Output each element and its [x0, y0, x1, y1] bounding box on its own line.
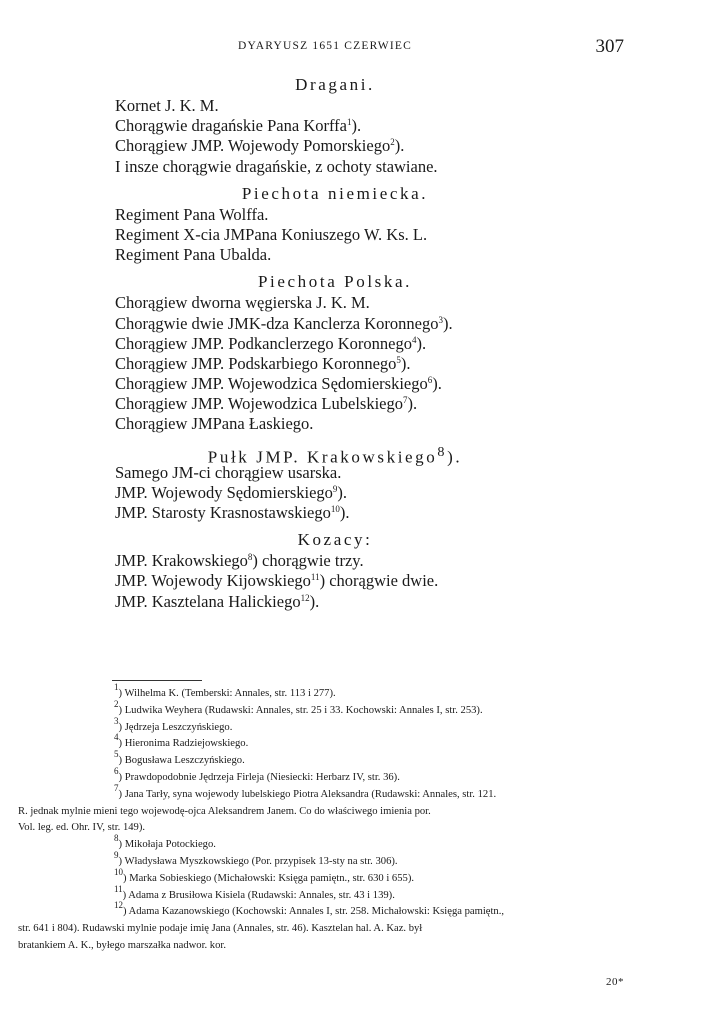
text-line-after: ).: [432, 374, 442, 394]
footnote: [18, 749, 630, 770]
footnote: [18, 849, 630, 871]
text-line-after: ).: [407, 394, 418, 414]
footnote-mark: 7: [114, 782, 119, 793]
section-heading: [115, 441, 555, 467]
footnote-continuation: bratankiem A. K., byłego marszałka nadwor. kor.: [18, 939, 226, 951]
footnote-text: Mikołaja Potockiego.: [124, 839, 216, 851]
footnote: [18, 782, 630, 804]
footnote-paren: ): [118, 771, 125, 783]
footnote: [18, 698, 630, 720]
footnote-mark: 8: [114, 833, 119, 844]
text-line-after: ).: [309, 591, 320, 611]
footnote-text: Marka Sobieskiego (Michałowski: Księga pamiętn., str. 630 i 655).: [129, 872, 414, 884]
footnote-ref: 11: [310, 572, 320, 583]
footnote-ref: 8: [247, 552, 253, 563]
footnote-paren: ): [118, 839, 125, 851]
footnote: [18, 900, 630, 921]
footnote-paren: ): [118, 688, 125, 699]
text-line-content: Chorągiew JMP. Podkanclerzego Koronnego: [115, 333, 412, 353]
footnote-continuation: R. jednak mylnie mieni tego wojewodę-ojca Aleksandrem Janem. Co do właściwego imienia por.: [18, 805, 431, 817]
footnote-text: Jędrzeja Leszczyńskiego.: [124, 721, 233, 733]
footnote: [18, 715, 630, 737]
text-line-content: Chorągwie dwie JMK-dza Kanclerza Koronnego: [115, 313, 439, 333]
text-line-after: ).: [394, 136, 405, 156]
section-heading-text: Piechota Polska.: [258, 272, 412, 292]
footnote-continuation: Vol. leg. ed. Ohr. IV, str. 149).: [18, 822, 146, 834]
footnotes: [18, 682, 630, 955]
text-line-content: Regiment Pana Ubalda.: [115, 245, 272, 265]
section-heading-text: Kozacy:: [297, 530, 373, 550]
text-line: [115, 503, 555, 523]
running-head: [0, 36, 720, 58]
text-line-content: JMP. Kasztelana Halickiego: [115, 591, 301, 611]
text-line-content: Regiment X-cia JMPana Koniuszego W. Ks. L.: [115, 224, 428, 244]
text-line-content: Chorągiew JMP. Wojewody Pomorskiego: [115, 136, 391, 156]
section-heading-text: Pułk JMP. Krakowskiego: [207, 447, 438, 467]
text-line: [115, 136, 555, 156]
text-line: [115, 293, 555, 313]
section-heading: [115, 183, 555, 205]
text-line-content: Kornet J. K. M.: [115, 96, 219, 115]
text-line-after: ) chorągwie trzy.: [252, 551, 364, 571]
sheet-signature: 20*: [606, 976, 624, 988]
text-line-content: JMP. Krakowskiego: [115, 551, 248, 571]
footnote-text: Prawdopodobnie Jędrzeja Firleja (Niesiecki: Herbarz IV, str. 36).: [124, 771, 400, 783]
text-line: [115, 354, 555, 374]
footnote: [18, 866, 630, 888]
footnote-paren: ): [118, 855, 125, 867]
text-line: [115, 394, 555, 414]
footnote-mark: 10: [114, 866, 123, 877]
footnote-text: Bogusława Leszczyńskiego.: [124, 755, 245, 767]
text-line-content: Chorągiew JMPana Łaskiego.: [115, 414, 314, 434]
text-line: [115, 314, 555, 334]
footnote-mark: 1: [114, 682, 119, 692]
text-line-content: I insze chorągwie dragańskie, z ochoty stawiane.: [115, 156, 438, 176]
text-line-content: JMP. Wojewody Sędomierskiego: [115, 482, 333, 502]
footnote-text: Adama Kazanowskiego (Kochowski: Annales I, str. 258. Michałowski: Księga pamiętn.,: [128, 906, 505, 918]
footnote-paren: ): [123, 872, 130, 884]
footnote-paren: ): [118, 788, 125, 800]
footnote-mark: 6: [114, 765, 119, 776]
text-line-content: Samego JM-ci chorągiew usarska.: [115, 462, 342, 482]
text-line: [115, 483, 555, 503]
text-line: [115, 592, 555, 612]
text-line-after: ).: [339, 503, 350, 522]
text-line: [115, 551, 555, 571]
footnote: [18, 833, 630, 854]
section-heading: [115, 271, 555, 293]
footnote-ref: 12: [300, 592, 310, 603]
footnote-paren: ): [118, 704, 125, 716]
text-line-content: Chorągiew JMP. Wojewodzica Lubelskiego: [115, 394, 403, 414]
section-heading-text: Piechota niemiecka.: [241, 183, 429, 203]
footnote-mark: 2: [114, 698, 119, 709]
footnote-mark: 11: [114, 883, 123, 894]
section-heading: [115, 74, 555, 96]
footnote-text: Władysława Myszkowskiego (Por. przypisek 13-sty na str. 306).: [124, 855, 398, 867]
text-line-after: ).: [442, 313, 453, 333]
footnote-mark: 3: [114, 715, 119, 726]
footnote: [18, 732, 630, 753]
text-line: [115, 463, 555, 483]
text-line-after: ) chorągwie dwie.: [319, 571, 439, 591]
footnote-ref: 6: [427, 375, 433, 386]
footnote-mark: 4: [114, 732, 119, 743]
footnote-text: Hieronima Radziejowskiego.: [124, 738, 249, 750]
footnote-ref: 2: [390, 137, 395, 148]
text-line: [115, 205, 555, 225]
text-line: [115, 225, 555, 245]
footnote-mark: 9: [114, 849, 119, 860]
footnote-paren: ): [118, 738, 125, 750]
footnote-paren: ): [122, 889, 129, 901]
text-line: [115, 116, 555, 136]
footnote-ref: 4: [411, 334, 417, 345]
footnote-paren: ): [118, 721, 125, 733]
footnote: [18, 765, 630, 787]
section-heading-after: ).: [447, 447, 463, 467]
footnote-rule: [112, 680, 202, 681]
page-number: 307: [595, 36, 624, 57]
footnote-text: Wilhelma K. (Temberski: Annales, str. 113 i 277).: [124, 688, 336, 699]
section-heading: [115, 529, 555, 551]
footnote-continuation: str. 641 i 804). Rudawski mylnie podaje imię Jana (Annales, str. 46). Kasztelan hal. A. Kaz. był: [18, 923, 423, 935]
footnote-mark: 5: [114, 749, 119, 760]
text-line-content: Chorągwie dragańskie Pana Korffa: [115, 116, 347, 136]
text-line-content: JMP. Wojewody Kijowskiego: [115, 571, 311, 591]
footnote-ref: 1: [347, 117, 352, 128]
footnote: [18, 682, 630, 703]
footnote-paren: ): [123, 906, 129, 918]
footnote-ref: 8: [437, 443, 448, 460]
text-line-content: JMP. Starosty Krasnostawskiego: [115, 503, 331, 522]
section-heading-text: Dragani.: [295, 75, 375, 94]
footnote-ref: 9: [332, 483, 338, 494]
footnote-text: Ludwika Weyhera (Rudawski: Annales, str. 25 i 33. Kochowski: Annales I, str. 253).: [124, 704, 483, 716]
text-line: [115, 157, 555, 177]
running-head-title: DYARYUSZ 1651 CZERWIEC: [238, 40, 412, 52]
text-line: [115, 334, 555, 354]
text-line: [115, 414, 555, 434]
text-line: [115, 245, 555, 265]
footnote-ref: 5: [396, 354, 401, 365]
text-line-after: ).: [400, 353, 411, 373]
text-line-after: ).: [337, 482, 348, 502]
text-line-content: Chorągiew dworna węgierska J. K. M.: [115, 293, 370, 313]
footnote-paren: ): [118, 755, 125, 767]
text-line: [115, 96, 555, 116]
footnote-mark: 12: [114, 900, 123, 911]
text-line-content: Chorągiew JMP. Podskarbiego Koronnego: [115, 353, 397, 373]
text-line: [115, 374, 555, 394]
text-line-content: Chorągiew JMP. Wojewodzica Sędomierskiego: [115, 374, 428, 394]
footnote: [18, 883, 630, 905]
footnote-ref: 3: [438, 314, 443, 325]
main-text: [115, 74, 555, 612]
text-line-content: Regiment Pana Wolffa.: [115, 204, 269, 224]
footnote-text: Adama z Brusiłowa Kisiela (Rudawski: Annales, str. 43 i 139).: [128, 889, 395, 901]
footnote-ref: 7: [403, 395, 408, 406]
text-line: [115, 571, 555, 591]
footnote-text: Jana Tarły, syna wojewody lubelskiego Piotra Aleksandra (Rudawski: Annales, str. 121.: [124, 788, 497, 800]
text-line-after: ).: [416, 333, 427, 353]
text-line-after: ).: [351, 116, 362, 136]
footnote-ref: 10: [330, 504, 340, 514]
